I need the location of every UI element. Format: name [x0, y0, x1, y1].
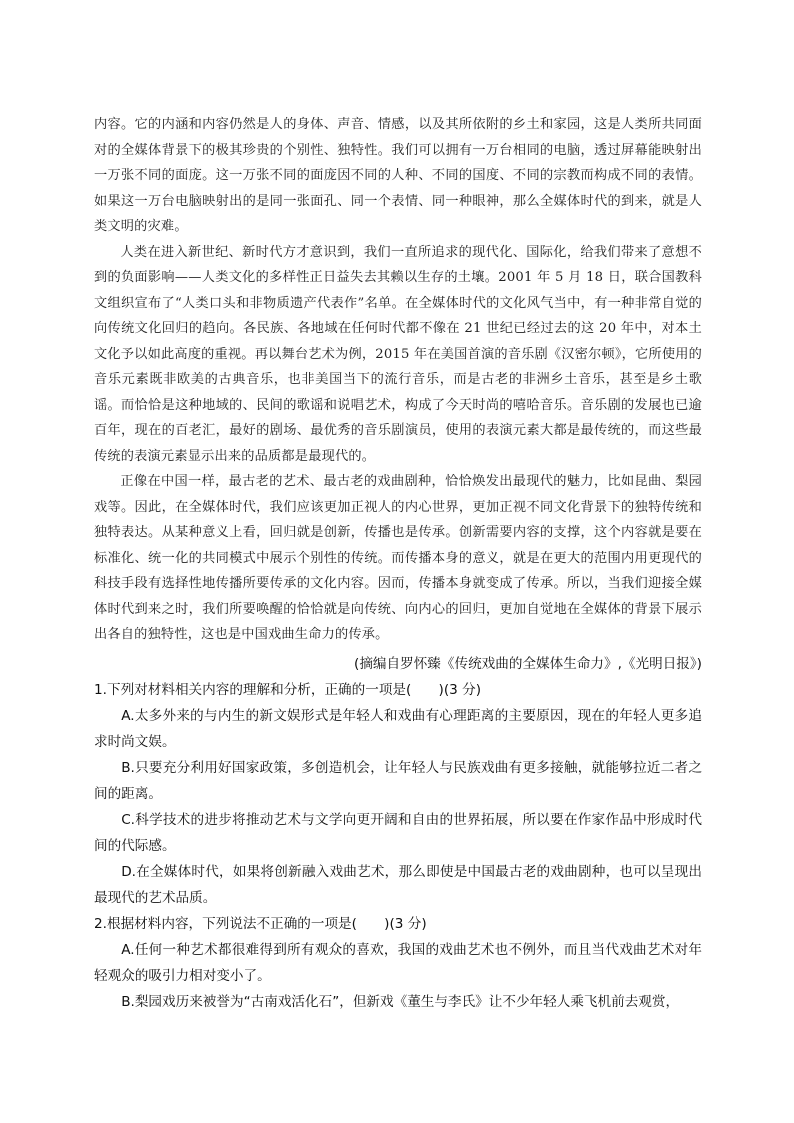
- question-option-c: C.科学技术的进步将推动艺术与文学向更开阔和自由的世界拓展，所以要在作家作品中形成时代间的代际感。: [94, 811, 702, 854]
- question-2: [94, 911, 702, 1015]
- question-option-d: D.在全媒体时代，如果将创新融入戏曲艺术，那么即使是中国最古老的戏曲剧种，也可以呈现出最现代的艺术品质。: [94, 863, 702, 906]
- question-option-a: A.任何一种艺术都很难得到所有观众的喜欢，我国的戏曲艺术也不例外，而且当代戏曲艺术对年轻观众的吸引力相对变小了。: [94, 941, 702, 984]
- passage-paragraph-1: 内容。它的内涵和内容仍然是人的身体、声音、情感，以及其所依附的乡土和家园，这是人类所共同面对的全媒体背景下的极其珍贵的个别性、独特性。我们可以拥有一万台相同的电脑，透过屏幕能映射出一万张不同的面庞。这一万张不同的面庞因不同的人种、不同的国度、不同的宗教而构成不同的表情。如果这一万台电脑映射出的是同一张面孔、同一个表情、同一种眼神，那么全媒体时代的到来，就是人类文明的灾难。: [94, 117, 702, 234]
- passage-paragraph-3: 正像在中国一样，最古老的艺术、最古老的戏曲剧种，恰恰焕发出最现代的魅力，比如昆曲、梨园戏等。因此，在全媒体时代，我们应该更加正视人的内心世界，更加正视不同文化背景下的独特传统和独特表达。从某种意义上看，回归就是创新，传播也是传承。创新需要内容的支撑，这个内容就是要在标准化、统一化的共同模式中展示个别性的传统。而传播本身的意义，就是在更大的范围内用更现代的科技手段有选择性地传播所要传承的文化内容。因而，传播本身就变成了传承。所以，当我们迎接全媒体时代到来之时，我们所要唤醒的恰恰就是向传统、向内心的回归，更加自觉地在全媒体的背景下展示出各自的独特性，这也是中国戏曲生命力的传承。: [94, 474, 702, 642]
- page-content: [94, 112, 702, 1015]
- passage-source-citation: (摘编自罗怀臻《传统戏曲的全媒体生命力》,《光明日报》): [354, 655, 702, 672]
- question-option-b: B.只要充分利用好国家政策，多创造机会，让年轻人与民族戏曲有更多接触，就能够拉近二者之间的距离。: [94, 759, 702, 802]
- question-stem: 2.根据材料内容，下列说法不正确的一项是( )(3 分): [94, 915, 427, 932]
- question-option-b: B.梨园戏历来被誉为“古南戏活化石”，但新戏《董生与李氏》让不少年轻人乘飞机前去观赏，: [121, 993, 680, 1010]
- reading-passage: [94, 112, 702, 677]
- passage-paragraph-2: 人类在进入新世纪、新时代方才意识到，我们一直所追求的现代化、国际化，给我们带来了意想不到的负面影响——人类文化的多样性正日益失去其赖以生存的土壤。2001 年 5 月 18 日，联合国教科文组织宣布了“人类口头和非物质遗产代表作”名单。在全媒体时代的文化风气当中，有一种非常自觉的向传统文化回归的趋向。各民族、各地域在任何时代都不像在 21 世纪已经过去的这 20 年中，对本土文化予以如此高度的重视。再以舞台艺术为例，2015 年在美国首演的音乐剧《汉密尔顿》，它所使用的音乐元素既非欧美的古典音乐，也非美国当下的流行音乐，而是古老的非洲乡土音乐，甚至是乡土歌谣。而恰恰是这种地域的、民间的歌谣和说唱艺术，构成了今天时尚的嘻哈音乐。音乐剧的发展也已逾百年，现在的百老汇，最好的剧场、最优秀的音乐剧演员，使用的表演元素大都是最传统的，而这些最传统的表演元素显示出来的品质都是最现代的。: [94, 244, 702, 464]
- question-1: [94, 677, 702, 911]
- question-option-a: A.太多外来的与内生的新文娱形式是年轻人和戏曲有心理距离的主要原因，现在的年轻人更多追求时尚文娱。: [94, 707, 702, 750]
- question-stem: 1.下列对材料相关内容的理解和分析，正确的一项是( )(3 分): [94, 681, 481, 698]
